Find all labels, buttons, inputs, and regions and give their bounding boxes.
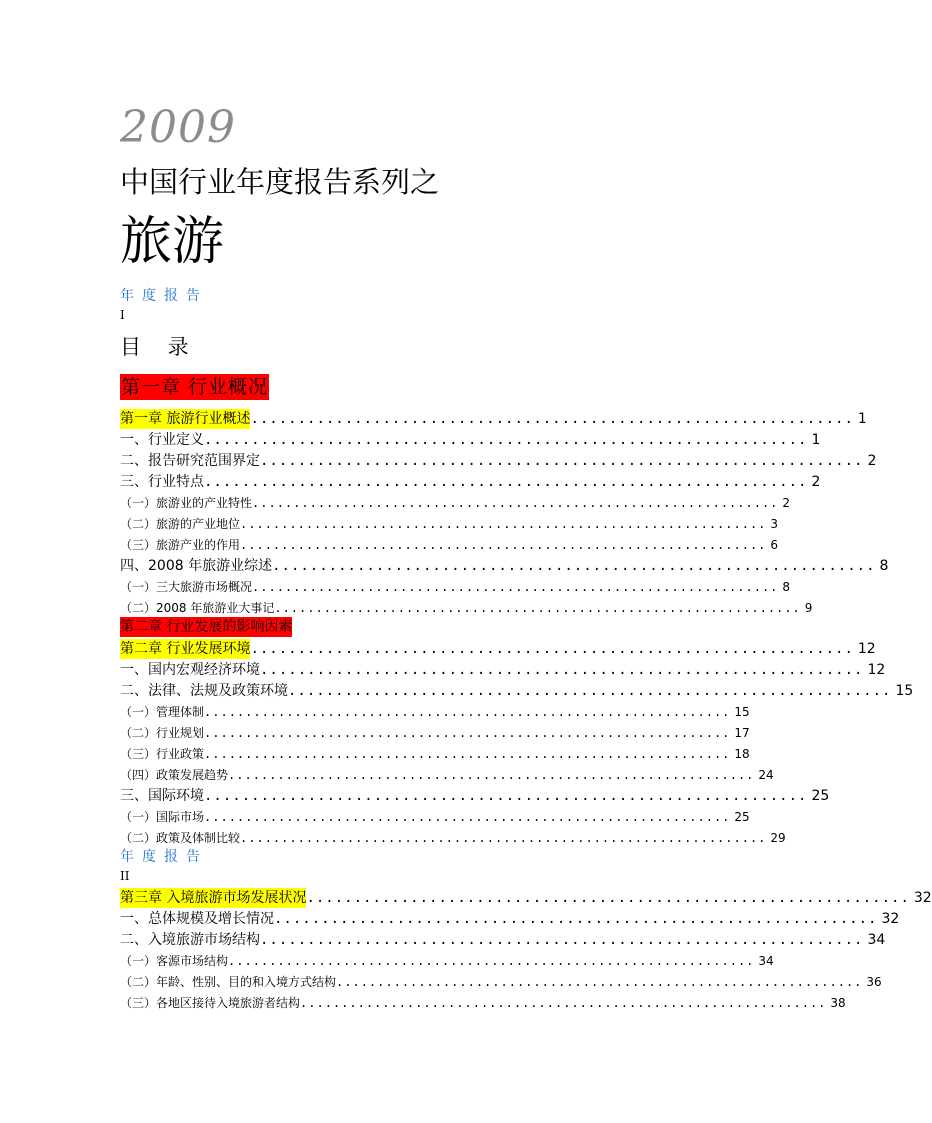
toc-entry-page: 24 [758,768,774,782]
toc-entry[interactable]: （三）行业政策 ................................................................ 18 [120,744,596,764]
toc-entry[interactable]: 第三章 入境旅游市场发展状况 ................................................................ 32 [120,890,932,906]
toc-entry[interactable]: 一、总体规模及增长情况 ................................................................ 32 [120,911,900,927]
toc-entry-label: （二）政策及体制比较 [120,831,241,845]
page-number-roman: I [120,308,125,322]
toc-entry-page: 2 [811,474,821,490]
series-title: 中国行业年度报告系列之 [120,165,440,199]
toc-entry-label: 第一章 旅游行业概述 [120,411,251,427]
toc-entry-label: （二）旅游的产业地位 [120,517,241,531]
toc-entry-label: 三、国际环境 [120,788,204,804]
toc-entry[interactable]: 第二章 行业发展环境 ................................................................ 12 [120,641,876,657]
toc-entry-label: 一、国内宏观经济环境 [120,662,260,678]
toc-entry-label: （三）各地区接待入境旅游者结构 [120,996,301,1010]
toc-entry-page: 12 [857,641,876,657]
toc-entry-label: 第二章 行业发展环境 [120,641,251,657]
toc-entry-page: 38 [830,996,846,1010]
toc-entry[interactable]: （一）三大旅游市场概况 ................................................................ 8 [120,577,596,597]
report-year: 2009 [120,102,236,153]
part-heading[interactable]: 第二章 行业发展的影响因素 [120,619,293,635]
toc-entry-page: 25 [811,788,830,804]
toc-entry-label: 二、报告研究范围界定 [120,453,260,469]
toc-entry-label: 一、总体规模及增长情况 [120,911,274,927]
toc-title: 目 录 [120,335,199,359]
toc-entry[interactable]: （二）年龄、性别、目的和入境方式结构 ................................................................ 36 [120,972,596,992]
toc-entry-page: 32 [913,890,932,906]
part-heading: 第一章 行业概况 [121,376,269,398]
toc-entry-label: （三）行业政策 [120,747,205,761]
toc-entry[interactable]: （三）各地区接待入境旅游者结构 ................................................................ 38 [120,993,596,1013]
toc-entry-page: 36 [866,975,882,989]
toc-entry-label: （二）行业规划 [120,726,205,740]
toc-entry[interactable]: 一、行业定义 ................................................................ 1 [120,432,821,448]
toc-entry-label: 一、行业定义 [120,432,204,448]
toc-entry-page: 34 [758,954,774,968]
toc-entry[interactable]: （四）政策发展趋势 ................................................................ 24 [120,765,596,785]
toc-entry-page: 12 [867,662,886,678]
toc-entry-page: 1 [857,411,867,427]
toc-entry[interactable]: 一、国内宏观经济环境 ................................................................ 12 [120,662,886,678]
toc-entry[interactable]: （二）行业规划 ................................................................ 17 [120,723,596,743]
toc-entry-label: 第三章 入境旅游市场发展状况 [120,890,307,906]
toc-entry[interactable]: （一）国际市场 ................................................................ 25 [120,807,596,827]
toc-entry-page: 25 [734,810,750,824]
toc-entry[interactable]: 三、国际环境 ................................................................ 25 [120,788,830,804]
toc-entry-page: 6 [770,538,779,552]
toc-entry-page: 3 [770,517,779,531]
toc-entry-page: 15 [895,683,914,699]
toc-entry[interactable]: （二）2008 年旅游业大事记 ................................................................ 9 [120,598,596,618]
toc-entry[interactable]: 三、行业特点 ................................................................ 2 [120,474,821,490]
toc-entry-page: 34 [867,932,886,948]
toc-entry-label: （一）三大旅游市场概况 [120,580,253,594]
toc-entry-page: 1 [811,432,821,448]
toc-entry-page: 8 [879,558,889,574]
toc-entry-label: （一）国际市场 [120,810,205,824]
toc-entry-label: （一）客源市场结构 [120,954,229,968]
toc-entry-label: 四、2008 年旅游业综述 [120,558,273,574]
toc-entry[interactable]: （一）旅游业的产业特性 ................................................................ 2 [120,493,596,513]
toc-entry[interactable]: （二）旅游的产业地位 ................................................................ 3 [120,514,596,534]
toc-entry[interactable]: 四、2008 年旅游业综述 ................................................................ 8 [120,558,889,574]
toc-entry[interactable]: 二、入境旅游市场结构 ................................................................ 34 [120,932,886,948]
toc-entry-label: （一）旅游业的产业特性 [120,496,253,510]
toc-entry[interactable]: 第一章 旅游行业概述 ................................................................ 1 [120,411,867,427]
toc-entry-page: 9 [804,601,813,615]
toc-entry[interactable]: 二、报告研究范围界定 ................................................................ 2 [120,453,877,469]
toc-entry-page: 15 [734,705,750,719]
toc-entry-label: （二）2008 年旅游业大事记 [120,601,275,615]
toc-entry-page: 17 [734,726,750,740]
page-header-label: 年度报告 [120,849,208,865]
toc-entry[interactable]: （一）管理体制 ................................................................ 15 [120,702,596,722]
page-header-label: 年度报告 [120,288,208,304]
toc-entry[interactable]: （一）客源市场结构 ................................................................ 34 [120,951,596,971]
toc-entry-label: 三、行业特点 [120,474,204,490]
toc-entry-page: 29 [770,831,786,845]
toc-entry-label: （三）旅游产业的作用 [120,538,241,552]
toc-entry[interactable]: 二、法律、法规及政策环境 ................................................................ 15 [120,683,914,699]
toc-entry-page: 2 [782,496,791,510]
toc-entry-page: 18 [734,747,750,761]
report-topic: 旅游 [120,212,225,272]
toc-entry-label: （四）政策发展趋势 [120,768,229,782]
toc-entry-label: （二）年龄、性别、目的和入境方式结构 [120,975,337,989]
toc-entry-page: 2 [867,453,877,469]
toc-entry-page: 8 [782,580,791,594]
toc-entry-label: （一）管理体制 [120,705,205,719]
toc-entry[interactable]: （三）旅游产业的作用 ................................................................ 6 [120,535,596,555]
toc-entry-page: 32 [881,911,900,927]
toc-entry-label: 二、入境旅游市场结构 [120,932,260,948]
toc-entry[interactable]: （二）政策及体制比较 ................................................................ 29 [120,828,596,848]
toc-entry-label: 二、法律、法规及政策环境 [120,683,288,699]
page-number-roman: II [120,869,130,883]
